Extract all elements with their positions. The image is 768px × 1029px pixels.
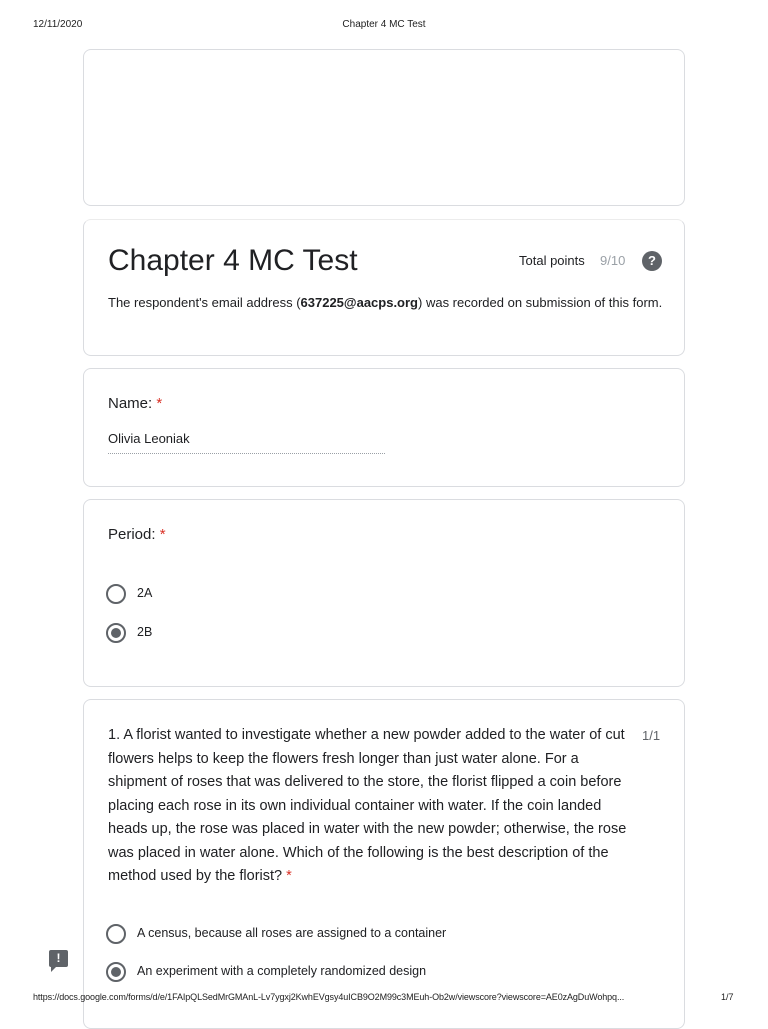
email-recorded-note: The respondent's email address (637225@aacps.org) was recorded on submission of this form. [108, 295, 663, 310]
print-page-number: 1/7 [721, 992, 734, 1002]
radio-unchecked-icon[interactable] [106, 924, 126, 944]
form-header-card [83, 219, 685, 356]
name-question-card [83, 368, 685, 487]
required-marker: * [156, 395, 163, 412]
print-footer [0, 992, 768, 1006]
name-answer: Olivia Leoniak [108, 431, 385, 454]
option-label: 2B [137, 625, 153, 639]
help-circle-icon[interactable]: ? [642, 251, 662, 271]
print-title: Chapter 4 MC Test [342, 19, 426, 30]
period-question-card [83, 499, 685, 687]
form-banner [83, 49, 685, 206]
feedback-icon[interactable]: ! [49, 950, 68, 967]
respondent-email: 637225@aacps.org [300, 295, 419, 310]
total-points-label: Total points [519, 253, 585, 268]
print-url: https://docs.google.com/forms/d/e/1FAIpQLSedMrGMAnL-Lv7ygxj2KwhEVgsy4uICB9O2M99c3MEuh-Ob2w/viewscore?viewscore=AE0zAgDuWohpq... [33, 992, 625, 1002]
option-label: An experiment with a completely randomized design [137, 964, 427, 978]
question-1-card [83, 699, 685, 1029]
print-header [0, 19, 768, 33]
print-date: 12/11/2020 [33, 19, 83, 30]
radio-checked-icon[interactable] [106, 962, 126, 982]
option-label: A census, because all roses are assigned to a container [137, 926, 447, 940]
question-1-text: 1. A florist wanted to investigate whether a new powder added to the water of cut flowers helps to keep the flowers fresh longer than just water alone. For a shipment of roses that was delivered to the store, the florist flipped a coin before placing each rose in its own individual container with water. If the coin landed heads up, the rose was placed in water with the new powder; otherwise, the rose was placed in water alone. Which of the following is the best description of the method used by the florist? * [108, 727, 627, 884]
form-title: Chapter 4 MC Test [108, 244, 358, 277]
total-score: 9/10 [600, 253, 626, 268]
required-marker: * [159, 526, 166, 543]
name-question-label: Name: * [108, 395, 163, 412]
radio-checked-icon[interactable] [106, 623, 126, 643]
period-question-label: Period: * [108, 526, 166, 543]
radio-unchecked-icon[interactable] [106, 584, 126, 604]
question-1-score: 1/1 [642, 728, 661, 743]
required-marker: * [286, 868, 292, 884]
option-label: 2A [137, 586, 153, 600]
